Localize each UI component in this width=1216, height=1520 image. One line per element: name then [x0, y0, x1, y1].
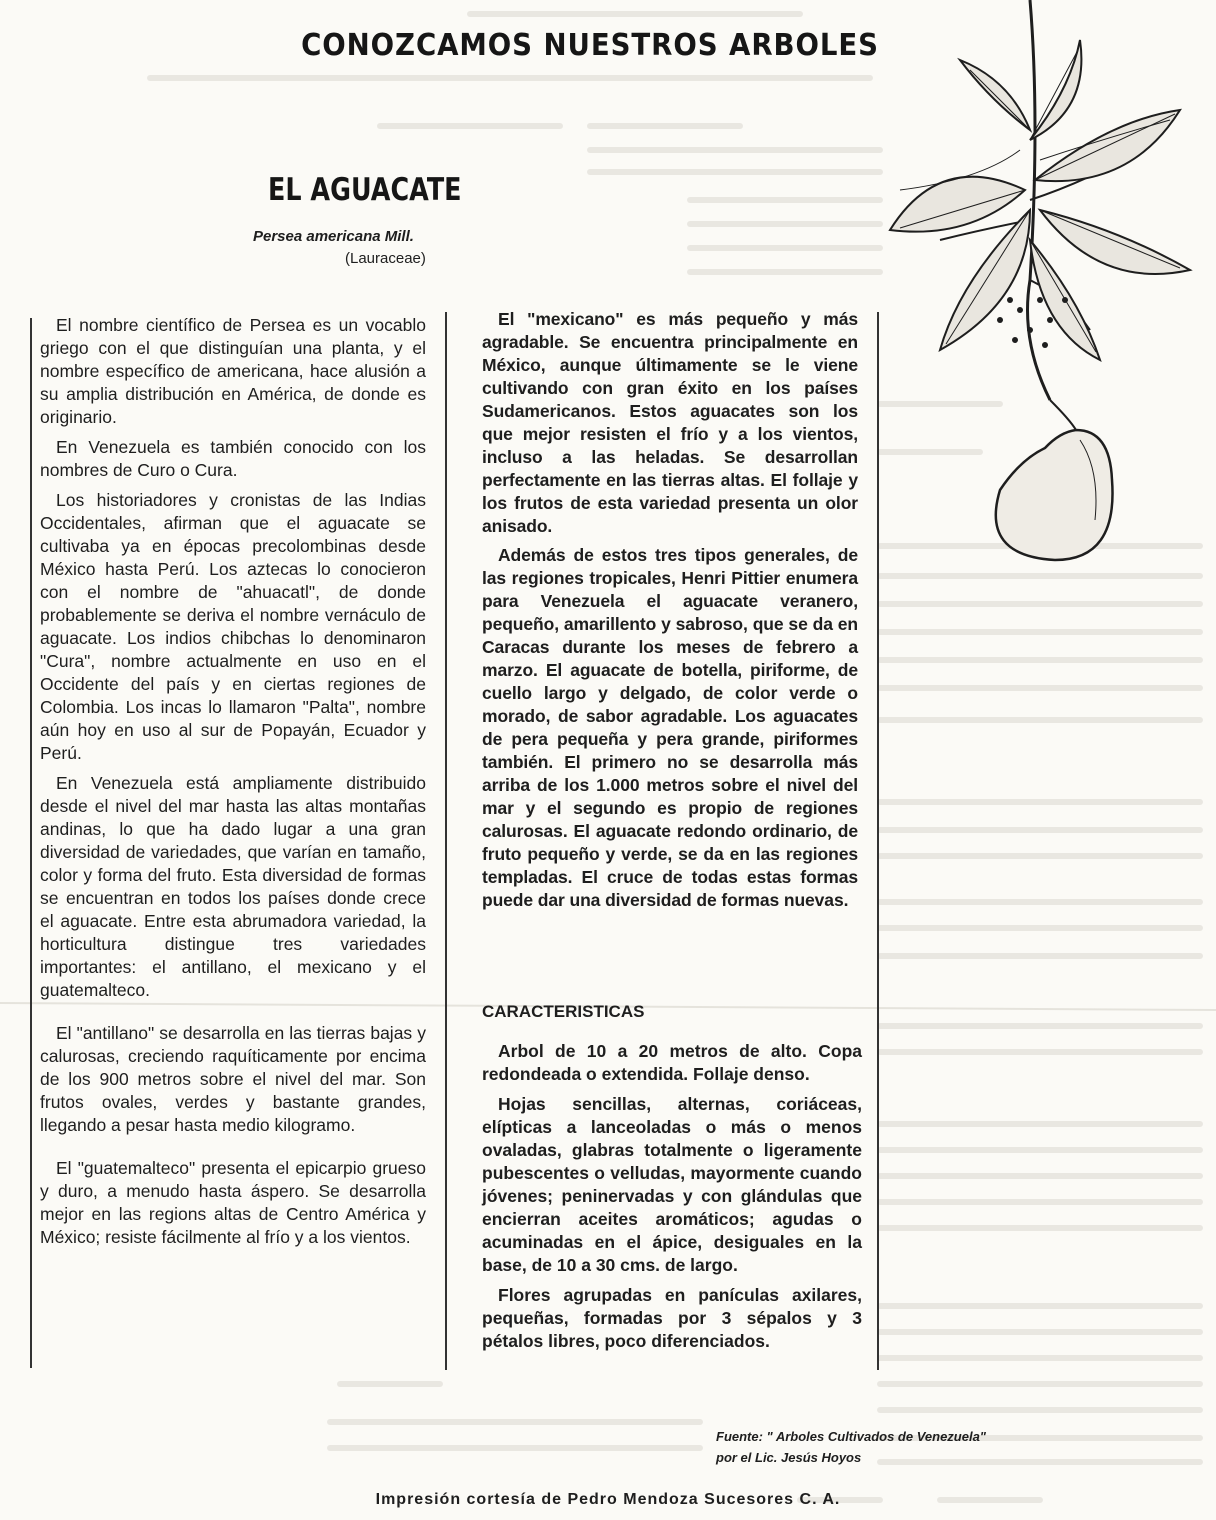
paragraph: En Venezuela es también conocido con los nombres de Curo o Cura.	[40, 437, 426, 480]
characteristics-column	[482, 1040, 862, 1360]
characteristics-heading: CARACTERISTICAS	[482, 1002, 645, 1021]
paragraph: Hojas sencillas, alternas, coriáceas, elípticas a lanceoladas o más o menos ovaladas, glabras totalmente o ligeramente pubescentes o velludas, mayormente cuando jóvenes; peninervadas y con glándulas que encierran aceites aromáticos; agudas o acuminadas en el ápice, desiguales en la base, de 10 a 30 cms. de largo.	[482, 1094, 862, 1275]
source-citation	[716, 1426, 986, 1468]
paragraph: El "mexicano" es más pequeño y más agradable. Se encuentra principalmente en México, aunque últimamente se le viene cultivando con gran éxito en los países Sudamericanos. Estos aguacates son los que mejor resisten el frío y a los vientos, incluso a las heladas. Se desarrollan perfectamente en las tierras altas. El follaje y los frutos de esta variedad presenta un olor anisado.	[482, 309, 858, 536]
paragraph: Arbol de 10 a 20 metros de alto. Copa redondeada o extendida. Follaje denso.	[482, 1041, 862, 1084]
source-line-2: por el Lic. Jesús Hoyos	[716, 1450, 862, 1465]
scientific-name: Persea americana Mill.	[253, 228, 414, 245]
paragraph: El "antillano" se desarrolla en las tierras bajas y calurosas, creciendo raquíticamente por encima de los 900 metros sobre el nivel del mar. Son frutos ovales, verdes y bastante grandes, llegando a pesar hasta medio kilogramo.	[40, 1023, 426, 1135]
article-title: EL AGUACATE	[268, 172, 462, 208]
paragraph: Además de estos tres tipos generales, de las regiones tropicales, Henri Pittier enumera para Venezuela el aguacate veranero, pequeño, amarillento y sabroso, que se da en Caracas durante los meses de febrero a marzo. El aguacate de botella, piriforme, de cuello largo y delgado, de color verde o morado, de sabor agradable. Los aguacates de pera pequeña y pera grande, piriformes también. El primero no se desarrolla más arriba de los 1.000 metros sobre el nivel del mar y el segundo es propio de regiones calurosas. El aguacate redondo ordinario, de fruto pequeño y verde, se da en las regiones templadas. El cruce de todas estas formas puede dar una diversidad de formas nuevas.	[482, 545, 858, 910]
paragraph: Los historiadores y cronistas de las Indias Occidentales, afirman que el aguacate se cultivaba ya en épocas precolombinas desde México hasta Perú. Los aztecas lo conocieron con el nombre de "ahuacatl", de donde probablemente se deriva el nombre vernáculo de aguacate. Los indios chibchas lo denominaron "Cura", nombre actualmente en uso en el Occidente del país y en ciertas regiones de Colombia. Los incas lo llamaron "Palta", nombre aún hoy en uso al sur de Popayán, Ecuador y Perú.	[40, 490, 426, 763]
source-line-1: Fuente: " Arboles Cultivados de Venezuela"	[716, 1429, 986, 1444]
avocado-branch-illustration	[880, 0, 1216, 590]
main-title: CONOZCAMOS NUESTROS ARBOLES	[301, 28, 879, 63]
paragraph: El "guatemalteco" presenta el epicarpio grueso y duro, a menudo hasta áspero. Se desarrolla mejor en las regions altas de Centro América y México; resiste fácilmente al frío y a los vientos.	[40, 1158, 426, 1247]
left-column-rule	[30, 318, 32, 1368]
center-column-rule	[445, 312, 447, 1370]
paragraph: El nombre científico de Persea es un vocablo griego con el que distinguían una planta, y el nombre específico de americana, hace alusión a su amplia distribución en América, de donde es originario.	[40, 315, 426, 427]
paragraph: Flores agrupadas en panículas axilares, pequeñas, formadas por 3 sépalos y 3 pétalos libres, poco diferenciados.	[482, 1285, 862, 1351]
footer-credit: Impresión cortesía de Pedro Mendoza Sucesores C. A.	[375, 1491, 841, 1508]
right-column	[482, 308, 858, 918]
plant-family: (Lauraceae)	[345, 250, 426, 267]
left-column	[40, 314, 426, 1256]
paragraph: En Venezuela está ampliamente distribuido desde el nivel del mar hasta las altas montañas andinas, lo que ha dado lugar a una gran diversidad de variedades, que varían en tamaño, color y forma del fruto. Esta diversidad de formas se encuentran en todos los países donde crece el aguacate. Entre esta abrumadora variedad, la horticultura distingue tres variedades importantes: el antillano, el mexicano y el guatemalteco.	[40, 773, 426, 1000]
right-column-rule	[877, 312, 879, 1370]
